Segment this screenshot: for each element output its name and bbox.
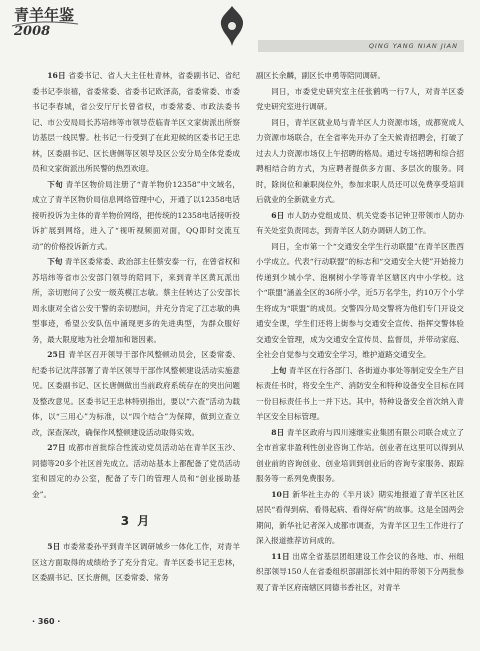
- chronicle-entry: [32, 254, 240, 347]
- entry-text: 青羊区政府与四川速继实业集团有限公司联合成立了全市首家非盈利性创业咨询工作站。创业者在这里可以得到从创业前的咨询创业、创业培训到创业后的咨询专家服务、跟踪服务等一系列免费服务。: [256, 427, 464, 483]
- entry-text: 成都市首批综合性流动党员活动站在青羊区玉沙、同德等20多个社区首先成立。活动站基本上都配备了党员活动室和固定的办公室，配备了专门的管理人员和“创业援助基金”。: [32, 443, 240, 499]
- entry-text: 市人防办党组成员、机关党委书记钟卫带领市人防办有关处室负责同志，到青羊区人防办调研人防工作。: [256, 210, 464, 235]
- entry-date: 11日: [271, 551, 290, 561]
- entry-text: 青羊区在行各部门、各街道办事处等制定安全生产目标责任书时，将安全生产、消防安全和特种设备安全目标在同一份目标责任书上一并下达。其中，特种设备安全首次纳入青羊区安全目标管理。: [256, 365, 464, 421]
- chronicle-entry: [32, 539, 240, 586]
- entry-text: 同日，青羊区就业局与青羊区人力资源市场，成都宽成人力资源市场联合，在全省率先开办了全天候青招聘会，打破了过去人力资源市场仅上午招聘的格局。通过专场招聘和综合招聘相结合的方式，为应聘者提供多方面、多层次的服务。同时，除岗位和兼职岗位外，参加求职人员还可以免费享受培训后就业的全新就业方式。: [256, 117, 464, 204]
- entry-text: 市委常委孙平到青羊区调研城乡一体化工作，对青羊区这方面取得的成绩给予了充分肯定。青羊区委书记王忠林，区委副书记、区长唐侧，区委常委、常务: [32, 542, 240, 582]
- chronicle-entry: [256, 487, 464, 549]
- entry-date: 下旬: [47, 257, 63, 266]
- header-caption: QING YANG NIAN JIAN: [368, 42, 458, 50]
- chronicle-entry: [256, 239, 464, 363]
- entry-date: 5日: [47, 542, 61, 551]
- chronicle-entry: [32, 347, 240, 440]
- chronicle-entry-continued: [256, 68, 464, 84]
- entry-date: 下旬: [47, 179, 63, 189]
- entry-date: 6日: [271, 210, 285, 220]
- entry-date: 25日: [47, 350, 66, 359]
- left-text-column: [32, 68, 240, 586]
- entry-date: 10日: [271, 489, 290, 499]
- yearbook-year: 2008: [14, 24, 51, 39]
- entry-text: 出席全省基层团组建设工作会议的各地、市、州组织部领导150人在省委组织部副部长刘中阳的带领下分两批参观了青羊区府南辖区同德书香社区，对青羊: [256, 551, 464, 592]
- page-header: [0, 0, 480, 48]
- entry-text: 同日，全市第一个“交通安全学生行动联盟”在青羊区胜西小学成立。代表“行动联盟”的标志和“交通安全大使”开始接力传递到少城小学、泡桐树小学等青羊区辖区内中小学校。这个“联盟”涵盖全区的36所小学，近5万名学生，约10万个小学生将成为“联盟”的成员。交警四分局交警将为他们专门开设交通安全课，学生们还将上街参与交通安全宣传、指挥交警体验交通安全管理，成为交通安全宣传员、监督员，并带动家庭、全社会自觉参与交通安全学习，维护道路交通安全。: [256, 241, 464, 359]
- header-ornament-graphic: [212, 4, 252, 48]
- right-text-column: [256, 68, 464, 595]
- entry-text: 青羊区召开领导干部作风整顿动员会，区委常委、纪委书记沈萍部署了青羊区领导干部作风整顿建设活动实施意见。区委副书记、区长唐侧做出当前政府系统存在的突出问题及整改意见。区委书记王忠林特别指出，要以“六查”活动为载体，以“三用心”为标准，以“四个结合”为保障，做到立查立改，深查深改，确保作风整顿建设活动取得实效。: [32, 350, 240, 437]
- chronicle-entry: [256, 425, 464, 487]
- entry-text: 省委书记、省人大主任杜青林，省委副书记、省纪委书记李崇禧，省委常委、省委书记欧泽高，省委常委、市委书记李春城，省公安厅厅长曾省权，市委常委、市政法委书记、市公安局局长苏培纬等市领导莅临青羊区文家街派出所察访基层一线民警。杜书记一行受到了在此迎候的区委书记王忠林，区委副书记、区长唐侧等区领导及区公安分局全体党委成员和文家街派出所民警的热烈欢迎。: [32, 71, 240, 173]
- chronicle-entry: [256, 549, 464, 596]
- entry-date: 上旬: [271, 365, 287, 375]
- chronicle-entry: [256, 363, 464, 425]
- chronicle-entry: [256, 115, 464, 208]
- chronicle-entry: [256, 84, 464, 115]
- page-number: · 360 ·: [32, 617, 61, 626]
- entry-date: 8日: [271, 427, 285, 437]
- chronicle-entry: [256, 208, 464, 239]
- entry-text: 青羊区委常委、政治部主任蔡安泰一行，在曾省权和苏培纬等省市公安部门领导的陪同下，来到青羊区黄瓦派出所，亲切慰问了公安一级英模江志敏。蔡主任转达了公安部长周永康对全省公安干警的亲切慰问，并充分肯定了江志敏的典型事迹，希望公安队伍中涌现更多的先进典型，为群众服好务，最大限度地为社会增加和谐因素。: [32, 257, 240, 344]
- entry-date: 27日: [47, 443, 66, 452]
- chronicle-entry: [32, 440, 240, 502]
- entry-text: 同日，市委党史研究室主任张鹤鸣一行7人，对青羊区委党史研究室进行调研。: [256, 86, 464, 111]
- entry-text: 新华社主办的《半月谈》期实地报道了青羊区社区居民“看得到病、看得起病、看得好病”的故事。这是全国两会期间，新华社记者深入成都市调查，为青羊区卫生工作进行了深入报道推荐访问成的。: [256, 489, 464, 545]
- chronicle-entry: [32, 177, 240, 255]
- month-heading: 3 月: [120, 514, 152, 528]
- yearbook-brand-title: 青羊年鉴: [14, 6, 75, 24]
- entry-date: 16日: [47, 71, 66, 80]
- entry-text: 副区长余麟，副区长申勇等陪同调研。: [256, 71, 386, 80]
- chronicle-entry: [32, 68, 240, 177]
- entry-text: 青羊区物价局注册了“青羊物价12358”中文域名，成立了青羊区物价局信息网络管理中心，开通了以12358电话接听投诉为主体的青羊物价网络，把传统的12358电话接听投诉扩展到网络，进入了“视听视频面对面，QQ即时交流互动”的价格投诉新方式。: [32, 179, 241, 251]
